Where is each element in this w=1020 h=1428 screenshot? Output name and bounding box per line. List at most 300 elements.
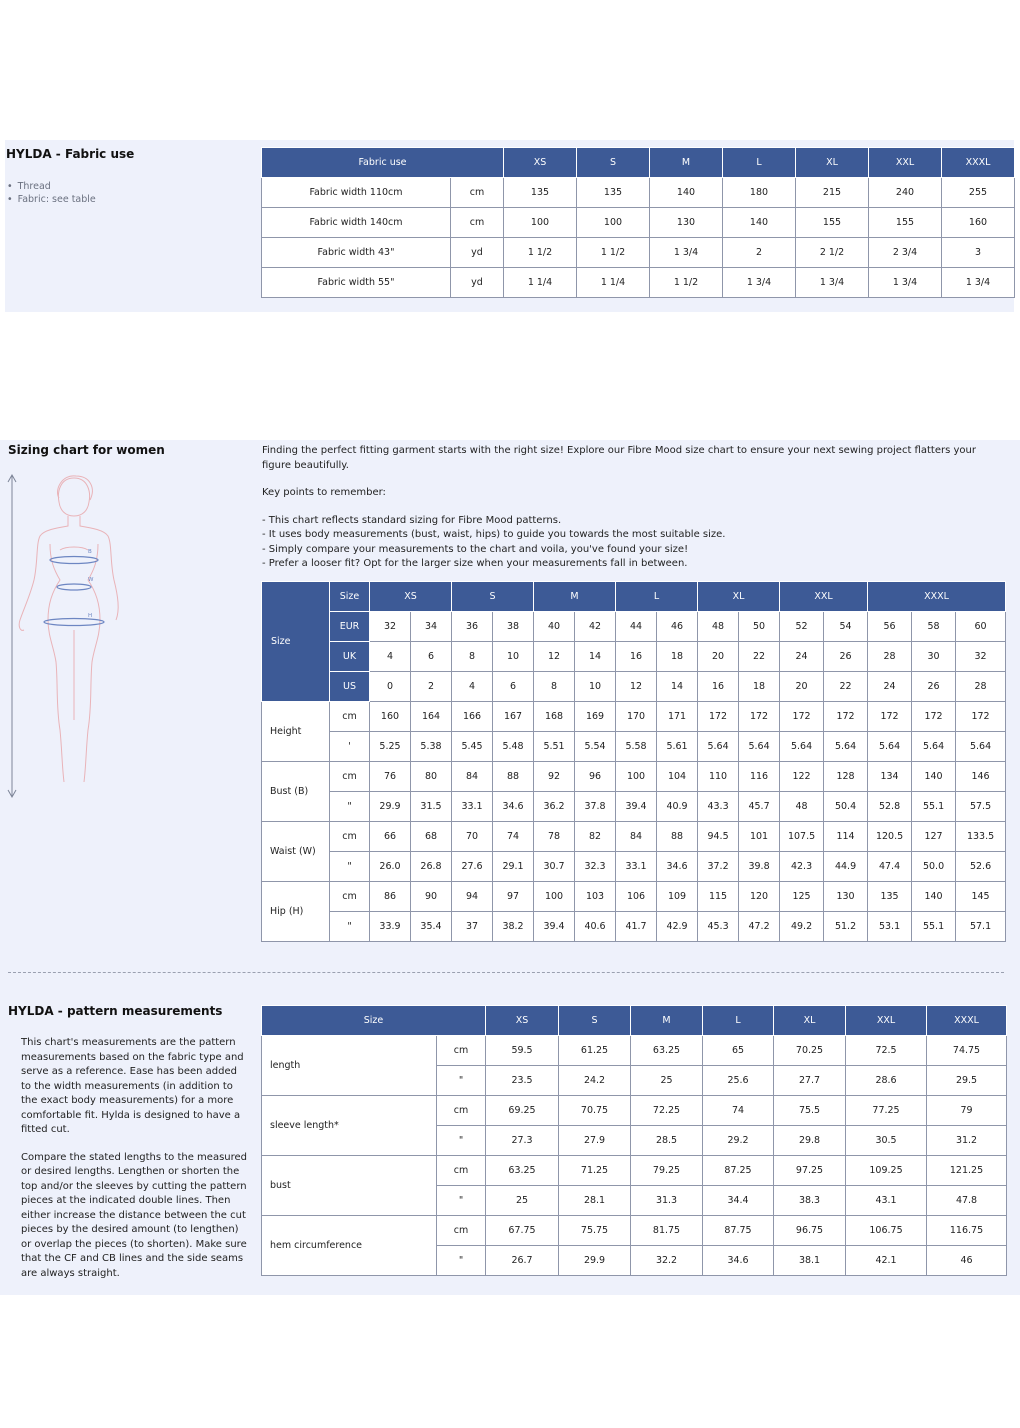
value-cell: 172: [912, 702, 956, 732]
measurement-row: [262, 702, 1006, 732]
value-cell: 39.4: [616, 792, 657, 822]
value-cell: 55.1: [912, 792, 956, 822]
value-cell: 5.38: [411, 732, 452, 762]
size-group: S: [452, 582, 534, 612]
value-cell: 100: [616, 762, 657, 792]
fabric-use-title: HYLDA - Fabric use: [6, 147, 135, 161]
value-cell: 5.64: [868, 732, 912, 762]
bullet-item: • Thread: [7, 180, 96, 193]
value-cell: 2 3/4: [869, 238, 942, 268]
value-cell: 130: [824, 882, 868, 912]
value-cell: 28.6: [846, 1066, 927, 1096]
pattern-paragraph: This chart's measurements are the pattern measurements based on the fabric type and serve as a reference. Ease has been added to the width measurements (in addition to the exact body measurements) for a more comfortable fit. Hylda is designed to have a fitted cut.: [21, 1037, 244, 1135]
value-cell: 35.4: [411, 912, 452, 942]
unit-cell: cm: [437, 1096, 486, 1126]
size-value-cell: 28: [868, 642, 912, 672]
value-cell: 81.75: [631, 1216, 703, 1246]
value-cell: 169: [575, 702, 616, 732]
value-cell: 160: [942, 208, 1015, 238]
measurement-row: [262, 1096, 1007, 1126]
value-cell: 84: [616, 822, 657, 852]
value-cell: 1 3/4: [942, 268, 1015, 298]
value-cell: 1 3/4: [869, 268, 942, 298]
eur-label: EUR: [330, 612, 370, 642]
value-cell: 70.25: [774, 1036, 846, 1066]
value-cell: 88: [657, 822, 698, 852]
value-cell: 38.2: [493, 912, 534, 942]
sizing-title: Sizing chart for women: [8, 443, 165, 457]
table-row: [262, 178, 1015, 208]
value-cell: 42.9: [657, 912, 698, 942]
fabric-use-header-row: [262, 148, 1015, 178]
row-label: Fabric width 140cm: [262, 208, 451, 238]
value-cell: 30.5: [846, 1126, 927, 1156]
size-header: XL: [796, 148, 869, 178]
value-cell: 37.8: [575, 792, 616, 822]
measurement-row: [262, 912, 1006, 942]
size-letter-row: [262, 582, 1006, 612]
value-cell: 23.5: [486, 1066, 559, 1096]
value-cell: 71.25: [559, 1156, 631, 1186]
value-cell: 109.25: [846, 1156, 927, 1186]
value-cell: 37: [452, 912, 493, 942]
unit-cell: cm: [330, 702, 370, 732]
measurement-label: length: [262, 1036, 437, 1096]
value-cell: 109: [657, 882, 698, 912]
size-group: L: [616, 582, 698, 612]
fabric-use-header: Fabric use: [262, 148, 504, 178]
value-cell: 146: [956, 762, 1006, 792]
value-cell: 57.5: [956, 792, 1006, 822]
value-cell: 5.64: [956, 732, 1006, 762]
size-value-cell: 56: [868, 612, 912, 642]
us-label: US: [330, 672, 370, 702]
value-cell: 25: [486, 1186, 559, 1216]
value-cell: 122: [780, 762, 824, 792]
value-cell: 127: [912, 822, 956, 852]
value-cell: 168: [534, 702, 575, 732]
value-cell: 96.75: [774, 1216, 846, 1246]
pattern-title: HYLDA - pattern measurements: [8, 1004, 223, 1018]
size-header: XXXL: [942, 148, 1015, 178]
unit-cell: yd: [451, 268, 504, 298]
value-cell: 29.5: [927, 1066, 1007, 1096]
value-cell: 65: [703, 1036, 774, 1066]
value-cell: 29.9: [370, 792, 411, 822]
size-value-cell: 4: [370, 642, 411, 672]
value-cell: 166: [452, 702, 493, 732]
value-cell: 28.5: [631, 1126, 703, 1156]
value-cell: 100: [534, 882, 575, 912]
uk-size-row: [262, 642, 1006, 672]
size-row-label: Size: [262, 582, 330, 702]
size-value-cell: 20: [780, 672, 824, 702]
height-arrow-icon: [8, 475, 16, 797]
size-group: XXXL: [868, 582, 1006, 612]
value-cell: 134: [868, 762, 912, 792]
measurement-row: [262, 1156, 1007, 1186]
value-cell: 79.25: [631, 1156, 703, 1186]
value-cell: 5.58: [616, 732, 657, 762]
size-header: S: [559, 1006, 631, 1036]
value-cell: 72.5: [846, 1036, 927, 1066]
value-cell: 82: [575, 822, 616, 852]
pattern-description: [21, 1036, 249, 1281]
unit-cell: cm: [451, 208, 504, 238]
value-cell: 94: [452, 882, 493, 912]
size-value-cell: 18: [739, 672, 780, 702]
sizing-body: [262, 582, 1006, 942]
size-value-cell: 58: [912, 612, 956, 642]
size-value-cell: 34: [411, 612, 452, 642]
value-cell: 49.2: [780, 912, 824, 942]
value-cell: 67.75: [486, 1216, 559, 1246]
value-cell: 160: [370, 702, 411, 732]
value-cell: 26.0: [370, 852, 411, 882]
measurement-lines: [44, 557, 104, 626]
value-cell: 40.6: [575, 912, 616, 942]
value-cell: 5.64: [739, 732, 780, 762]
value-cell: 25.6: [703, 1066, 774, 1096]
size-value-cell: 20: [698, 642, 739, 672]
value-cell: 32.2: [631, 1246, 703, 1276]
pattern-body: [262, 1036, 1007, 1276]
value-cell: 5.54: [575, 732, 616, 762]
value-cell: 171: [657, 702, 698, 732]
value-cell: 75.5: [774, 1096, 846, 1126]
size-value-cell: 32: [956, 642, 1006, 672]
value-cell: 31.2: [927, 1126, 1007, 1156]
value-cell: 172: [956, 702, 1006, 732]
measurement-label: sleeve length*: [262, 1096, 437, 1156]
value-cell: 27.6: [452, 852, 493, 882]
value-cell: 172: [868, 702, 912, 732]
value-cell: 140: [723, 208, 796, 238]
value-cell: 135: [504, 178, 577, 208]
size-value-cell: 8: [452, 642, 493, 672]
pattern-table: [261, 1005, 1007, 1276]
value-cell: 5.51: [534, 732, 575, 762]
value-cell: 66: [370, 822, 411, 852]
size-value-cell: 44: [616, 612, 657, 642]
value-cell: 48: [780, 792, 824, 822]
value-cell: 172: [824, 702, 868, 732]
eur-size-row: [262, 612, 1006, 642]
value-cell: 52.6: [956, 852, 1006, 882]
value-cell: 29.1: [493, 852, 534, 882]
measurement-label: Height: [262, 702, 330, 762]
value-cell: 36.2: [534, 792, 575, 822]
woman-figure-icon: [19, 476, 118, 782]
value-cell: 240: [869, 178, 942, 208]
size-group: XL: [698, 582, 780, 612]
size-value-cell: 2: [411, 672, 452, 702]
waist-marker-label: W: [88, 577, 94, 583]
row-label: Fabric width 110cm: [262, 178, 451, 208]
value-cell: 2: [723, 238, 796, 268]
size-value-cell: 8: [534, 672, 575, 702]
measurement-label: bust: [262, 1156, 437, 1216]
value-cell: 180: [723, 178, 796, 208]
size-value-cell: 22: [739, 642, 780, 672]
value-cell: 47.8: [927, 1186, 1007, 1216]
size-value-cell: 54: [824, 612, 868, 642]
size-value-cell: 6: [411, 642, 452, 672]
row-label: Fabric width 43": [262, 238, 451, 268]
size-value-cell: 16: [616, 642, 657, 672]
size-value-cell: 50: [739, 612, 780, 642]
value-cell: 145: [956, 882, 1006, 912]
value-cell: 50.0: [912, 852, 956, 882]
value-cell: 133.5: [956, 822, 1006, 852]
value-cell: 100: [577, 208, 650, 238]
value-cell: 96: [575, 762, 616, 792]
size-header: XL: [774, 1006, 846, 1036]
value-cell: 74.75: [927, 1036, 1007, 1066]
value-cell: 2 1/2: [796, 238, 869, 268]
value-cell: 63.25: [486, 1156, 559, 1186]
value-cell: 43.1: [846, 1186, 927, 1216]
unit-cell: ": [330, 792, 370, 822]
size-value-cell: 48: [698, 612, 739, 642]
size-value-cell: 0: [370, 672, 411, 702]
unit-cell: ": [330, 912, 370, 942]
size-value-cell: 12: [616, 672, 657, 702]
value-cell: 135: [868, 882, 912, 912]
value-cell: 172: [698, 702, 739, 732]
fabric-use-table: [261, 147, 1015, 298]
bust-marker-label: B: [88, 549, 92, 555]
value-cell: 31.3: [631, 1186, 703, 1216]
value-cell: 5.64: [698, 732, 739, 762]
value-cell: 51.2: [824, 912, 868, 942]
unit-cell: cm: [330, 762, 370, 792]
value-cell: 94.5: [698, 822, 739, 852]
value-cell: 5.25: [370, 732, 411, 762]
value-cell: 1 1/2: [504, 238, 577, 268]
size-label: Size: [330, 582, 370, 612]
size-value-cell: 14: [657, 672, 698, 702]
size-header: XS: [486, 1006, 559, 1036]
value-cell: 29.2: [703, 1126, 774, 1156]
value-cell: 135: [577, 178, 650, 208]
size-value-cell: 32: [370, 612, 411, 642]
value-cell: 38.3: [774, 1186, 846, 1216]
measurement-row: [262, 882, 1006, 912]
value-cell: 90: [411, 882, 452, 912]
value-cell: 70: [452, 822, 493, 852]
value-cell: 39.8: [739, 852, 780, 882]
intro-paragraph: Finding the perfect fitting garment starts with the right size! Explore our Fibre Mood size chart to ensure your next sewing project flatters your figure beautifully.: [262, 445, 976, 471]
value-cell: 107.5: [780, 822, 824, 852]
measurement-row: [262, 852, 1006, 882]
table-row: [262, 268, 1015, 298]
measurement-row: [262, 1036, 1007, 1066]
key-point: - This chart reflects standard sizing for Fibre Mood patterns.: [262, 514, 562, 526]
size-header: XXL: [869, 148, 942, 178]
value-cell: 53.1: [868, 912, 912, 942]
value-cell: 25: [631, 1066, 703, 1096]
value-cell: 41.7: [616, 912, 657, 942]
value-cell: 79: [927, 1096, 1007, 1126]
value-cell: 172: [780, 702, 824, 732]
value-cell: 27.3: [486, 1126, 559, 1156]
value-cell: 78: [534, 822, 575, 852]
size-header: S: [577, 148, 650, 178]
unit-cell: cm: [330, 882, 370, 912]
value-cell: 84: [452, 762, 493, 792]
value-cell: 74: [493, 822, 534, 852]
unit-cell: cm: [437, 1216, 486, 1246]
value-cell: 5.48: [493, 732, 534, 762]
unit-cell: ": [330, 852, 370, 882]
table-row: [262, 238, 1015, 268]
value-cell: 5.64: [780, 732, 824, 762]
value-cell: 45.3: [698, 912, 739, 942]
unit-cell: cm: [330, 822, 370, 852]
size-group: XXL: [780, 582, 868, 612]
value-cell: 101: [739, 822, 780, 852]
bullet-item: • Fabric: see table: [7, 193, 96, 206]
value-cell: 27.7: [774, 1066, 846, 1096]
value-cell: 80: [411, 762, 452, 792]
measurement-label: Bust (B): [262, 762, 330, 822]
size-group: XS: [370, 582, 452, 612]
unit-cell: cm: [451, 178, 504, 208]
value-cell: 121.25: [927, 1156, 1007, 1186]
value-cell: 29.9: [559, 1246, 631, 1276]
value-cell: 97: [493, 882, 534, 912]
size-value-cell: 24: [780, 642, 824, 672]
value-cell: 34.6: [493, 792, 534, 822]
size-value-cell: 46: [657, 612, 698, 642]
value-cell: 75.75: [559, 1216, 631, 1246]
value-cell: 39.4: [534, 912, 575, 942]
unit-cell: ': [330, 732, 370, 762]
unit-cell: ": [437, 1186, 486, 1216]
value-cell: 255: [942, 178, 1015, 208]
fabric-use-body: [262, 178, 1015, 298]
size-value-cell: 52: [780, 612, 824, 642]
size-value-cell: 4: [452, 672, 493, 702]
unit-cell: cm: [437, 1036, 486, 1066]
measurement-row: [262, 822, 1006, 852]
size-value-cell: 60: [956, 612, 1006, 642]
value-cell: 88: [493, 762, 534, 792]
value-cell: 1 1/2: [650, 268, 723, 298]
measurement-label: Hip (H): [262, 882, 330, 942]
size-value-cell: 30: [912, 642, 956, 672]
value-cell: 87.25: [703, 1156, 774, 1186]
value-cell: 31.5: [411, 792, 452, 822]
value-cell: 44.9: [824, 852, 868, 882]
value-cell: 34.6: [657, 852, 698, 882]
uk-label: UK: [330, 642, 370, 672]
sizing-table: [261, 581, 1006, 942]
value-cell: 47.2: [739, 912, 780, 942]
size-value-cell: 40: [534, 612, 575, 642]
value-cell: 5.45: [452, 732, 493, 762]
value-cell: 92: [534, 762, 575, 792]
key-points-title: Key points to remember:: [262, 487, 386, 498]
value-cell: 76: [370, 762, 411, 792]
size-value-cell: 26: [912, 672, 956, 702]
sizing-intro: [262, 444, 1007, 572]
value-cell: 1 3/4: [723, 268, 796, 298]
value-cell: 57.1: [956, 912, 1006, 942]
value-cell: 33.1: [452, 792, 493, 822]
value-cell: 1 1/4: [577, 268, 650, 298]
value-cell: 97.25: [774, 1156, 846, 1186]
value-cell: 70.75: [559, 1096, 631, 1126]
value-cell: 106: [616, 882, 657, 912]
size-value-cell: 18: [657, 642, 698, 672]
value-cell: 29.8: [774, 1126, 846, 1156]
value-cell: 28.1: [559, 1186, 631, 1216]
value-cell: 1 3/4: [796, 268, 869, 298]
size-group: M: [534, 582, 616, 612]
value-cell: 106.75: [846, 1216, 927, 1246]
size-value-cell: 42: [575, 612, 616, 642]
value-cell: 26.7: [486, 1246, 559, 1276]
size-value-cell: 36: [452, 612, 493, 642]
value-cell: 125: [780, 882, 824, 912]
size-value-cell: 10: [493, 642, 534, 672]
hip-marker-label: H: [88, 613, 93, 619]
value-cell: 114: [824, 822, 868, 852]
value-cell: 32.3: [575, 852, 616, 882]
value-cell: 5.64: [824, 732, 868, 762]
size-value-cell: 10: [575, 672, 616, 702]
value-cell: 30.7: [534, 852, 575, 882]
value-cell: 33.9: [370, 912, 411, 942]
value-cell: 120.5: [868, 822, 912, 852]
value-cell: 5.61: [657, 732, 698, 762]
value-cell: 172: [739, 702, 780, 732]
value-cell: 72.25: [631, 1096, 703, 1126]
value-cell: 34.4: [703, 1186, 774, 1216]
value-cell: 69.25: [486, 1096, 559, 1126]
value-cell: 68: [411, 822, 452, 852]
value-cell: 167: [493, 702, 534, 732]
unit-cell: ": [437, 1126, 486, 1156]
value-cell: 120: [739, 882, 780, 912]
unit-cell: ": [437, 1066, 486, 1096]
size-header: XXL: [846, 1006, 927, 1036]
size-value-cell: 6: [493, 672, 534, 702]
value-cell: 170: [616, 702, 657, 732]
key-point: - It uses body measurements (bust, waist, hips) to guide you towards the most suitable size.: [262, 529, 726, 540]
fabric-use-bullets: [7, 180, 96, 206]
value-cell: 46: [927, 1246, 1007, 1276]
value-cell: 34.6: [703, 1246, 774, 1276]
key-point: - Simply compare your measurements to the chart and voila, you've found your size!: [262, 543, 689, 555]
value-cell: 140: [912, 762, 956, 792]
value-cell: 37.2: [698, 852, 739, 882]
size-header: L: [723, 148, 796, 178]
row-label: Fabric width 55": [262, 268, 451, 298]
value-cell: 130: [650, 208, 723, 238]
size-header: XS: [504, 148, 577, 178]
size-value-cell: 14: [575, 642, 616, 672]
value-cell: 55.1: [912, 912, 956, 942]
value-cell: 52.8: [868, 792, 912, 822]
value-cell: 3: [942, 238, 1015, 268]
value-cell: 63.25: [631, 1036, 703, 1066]
measurement-label: Waist (W): [262, 822, 330, 882]
value-cell: 128: [824, 762, 868, 792]
value-cell: 140: [912, 882, 956, 912]
